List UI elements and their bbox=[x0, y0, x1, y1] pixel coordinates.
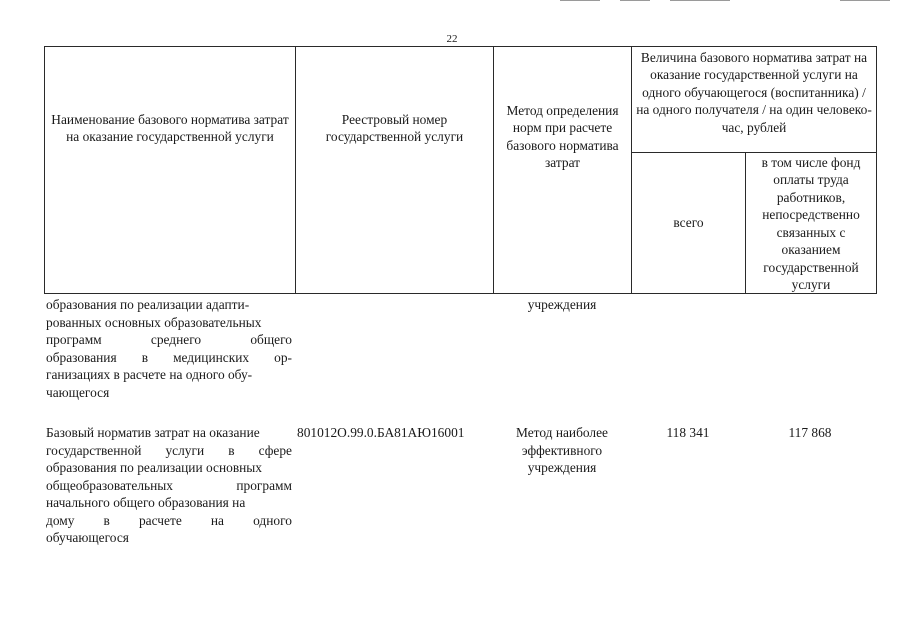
word: медицинских bbox=[173, 349, 250, 365]
header-registry-text: Реестровый номер государственной услуги bbox=[325, 112, 464, 145]
row-method-cell bbox=[494, 424, 630, 477]
word: ор- bbox=[274, 349, 292, 365]
word: общего bbox=[250, 332, 292, 347]
continuation-name-line: рованных основных образовательных bbox=[46, 314, 262, 330]
word: на bbox=[210, 512, 225, 528]
word: сфере bbox=[258, 442, 292, 458]
row-name-line bbox=[46, 512, 292, 530]
word: среднего bbox=[150, 332, 202, 347]
scan-artifact-line bbox=[670, 0, 730, 1]
continuation-name-cell bbox=[46, 296, 292, 401]
word: программ bbox=[46, 332, 102, 347]
continuation-method-cell: учреждения bbox=[527, 297, 597, 312]
continuation-name-line: ганизациях в расчете на одного обу- bbox=[46, 367, 253, 382]
row-method-line: эффективного bbox=[521, 442, 603, 458]
scan-artifact-line bbox=[560, 0, 600, 1]
header-method-text: Метод определения норм при расчете базового норматива затрат bbox=[506, 103, 619, 171]
scan-artifact-line bbox=[620, 0, 650, 1]
continuation-name-line: образования по реализации адапти- bbox=[46, 297, 250, 312]
header-table bbox=[44, 46, 877, 294]
word: дому bbox=[46, 512, 75, 528]
header-name-text: Наименование базового норматива затрат на оказание государственной услуги bbox=[51, 112, 289, 145]
word: образования bbox=[46, 349, 117, 365]
header-total-column bbox=[632, 153, 746, 294]
word: одного bbox=[253, 512, 292, 528]
page-number: 22 bbox=[446, 33, 458, 45]
row-method-line: Метод наиболее bbox=[516, 425, 608, 440]
word: программ bbox=[236, 477, 292, 493]
header-registry-column bbox=[296, 47, 494, 294]
header-method-column bbox=[494, 47, 632, 294]
word: расчете bbox=[138, 512, 182, 528]
row-registry-cell: 801012О.99.0.БА81АЮ16001 bbox=[297, 425, 465, 440]
continuation-name-line bbox=[46, 349, 292, 367]
header-value-text: Величина базового норматива затрат на оказание государственной услуги на одного обучающегося (воспитанника) / на одного получателя / на один человеко-час, рублей bbox=[636, 50, 872, 135]
row-name-line bbox=[46, 442, 292, 460]
header-value-column bbox=[632, 47, 877, 153]
header-wage-column bbox=[746, 153, 877, 294]
row-total-cell: 118 341 bbox=[666, 425, 710, 440]
row-name-line: Базовый норматив затрат на оказание bbox=[46, 425, 260, 440]
word: в bbox=[228, 442, 235, 458]
word: в bbox=[141, 349, 149, 365]
header-wage-text: в том числе фонд оплаты труда работников, непосредственно связанных с оказанием государственной услуги bbox=[761, 155, 861, 292]
row-wage-cell: 117 868 bbox=[788, 425, 832, 440]
row-name-line: начального общего образования на bbox=[46, 495, 246, 510]
word: услуги bbox=[165, 442, 205, 458]
row-name-line: образования по реализации основных bbox=[46, 460, 262, 475]
word: в bbox=[103, 512, 110, 528]
row-name-line bbox=[46, 477, 292, 495]
continuation-name-line bbox=[46, 331, 292, 349]
header-name-column bbox=[45, 47, 296, 294]
scan-artifact-line bbox=[840, 0, 890, 1]
header-total-text: всего bbox=[673, 215, 704, 231]
continuation-name-line: чающегося bbox=[46, 384, 110, 400]
row-method-line: учреждения bbox=[527, 460, 597, 475]
row-name-line: обучающегося bbox=[46, 530, 129, 545]
row-name-cell bbox=[46, 424, 292, 547]
word: государственной bbox=[46, 442, 142, 458]
word: общеобразовательных bbox=[46, 477, 174, 493]
